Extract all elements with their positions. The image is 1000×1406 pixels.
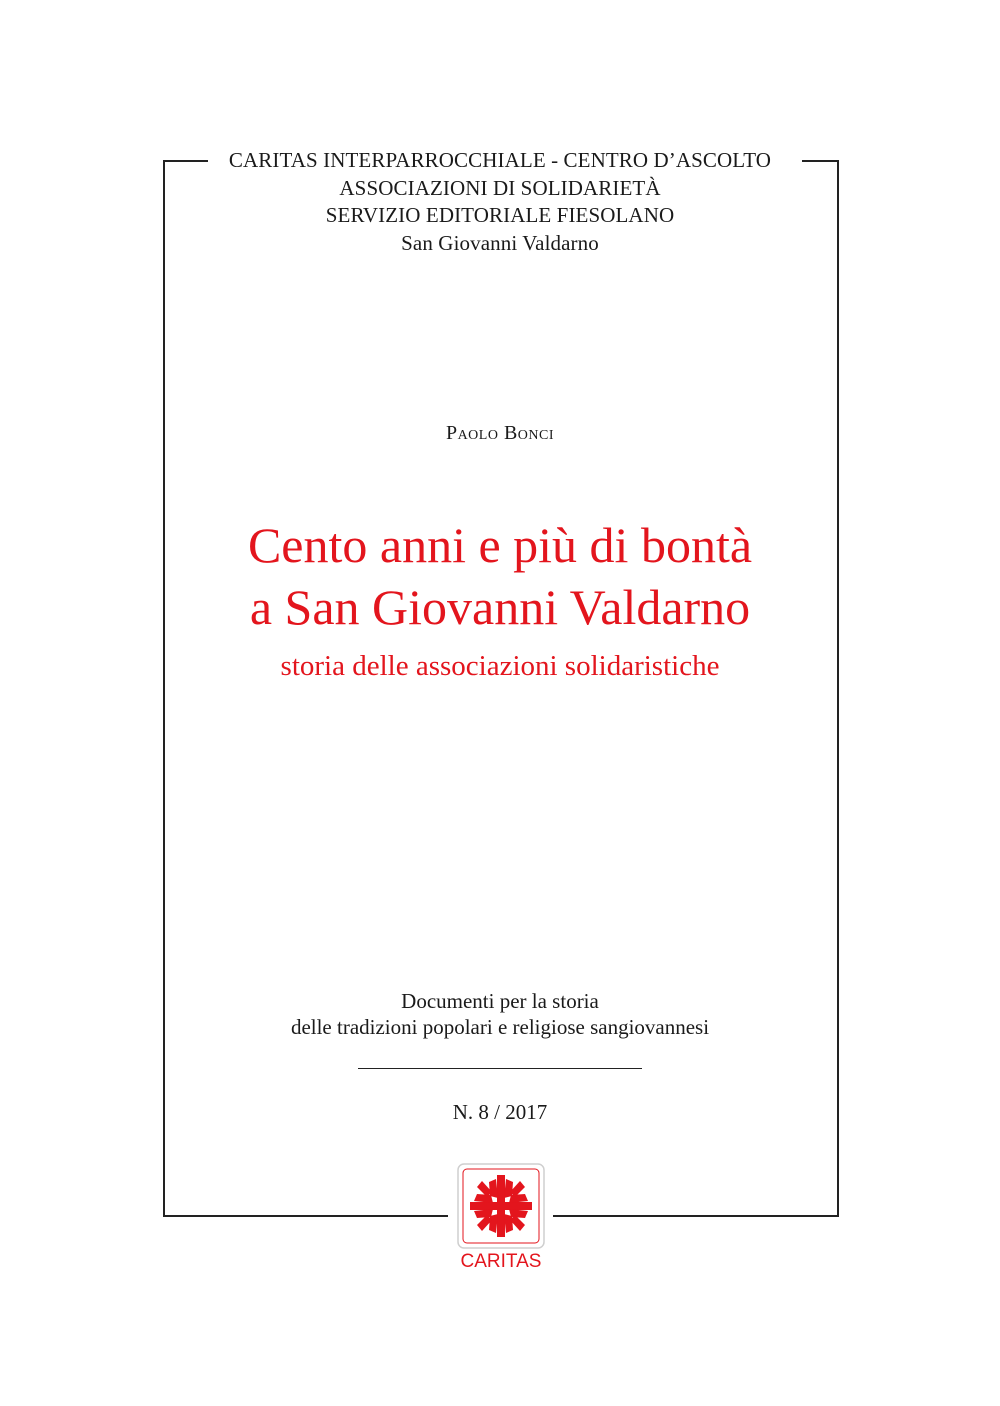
publisher-line-1: CARITAS INTERPARROCCHIALE - CENTRO D’ASCOLTO [228,148,772,172]
subtitle: storia delle associazioni solidaristiche [280,650,720,682]
frame-bottom-left [163,1215,448,1217]
author-name: Paolo Bonci [445,422,555,444]
series-number: N. 8 / 2017 [452,1100,548,1124]
title-line-1: Cento anni e più di bontà [247,517,753,573]
series-line-2: delle tradizioni popolari e religiose sangiovannesi [290,1015,710,1039]
frame-right [837,160,839,1217]
caritas-logo-text: CARITAS [460,1251,542,1272]
frame-left [163,160,165,1217]
publisher-line-2: ASSOCIAZIONI DI SOLIDARIETÀ [339,176,661,200]
publisher-location: San Giovanni Valdarno [401,231,599,255]
frame-bottom-right [553,1215,839,1217]
publisher-line-3: SERVIZIO EDITORIALE FIESOLANO [325,203,675,227]
title-line-2: a San Giovanni Valdarno [249,579,751,635]
series-line-1: Documenti per la storia [401,989,599,1013]
caritas-logo [457,1163,545,1273]
series-divider [358,1068,642,1069]
caritas-cross-icon [457,1163,545,1273]
